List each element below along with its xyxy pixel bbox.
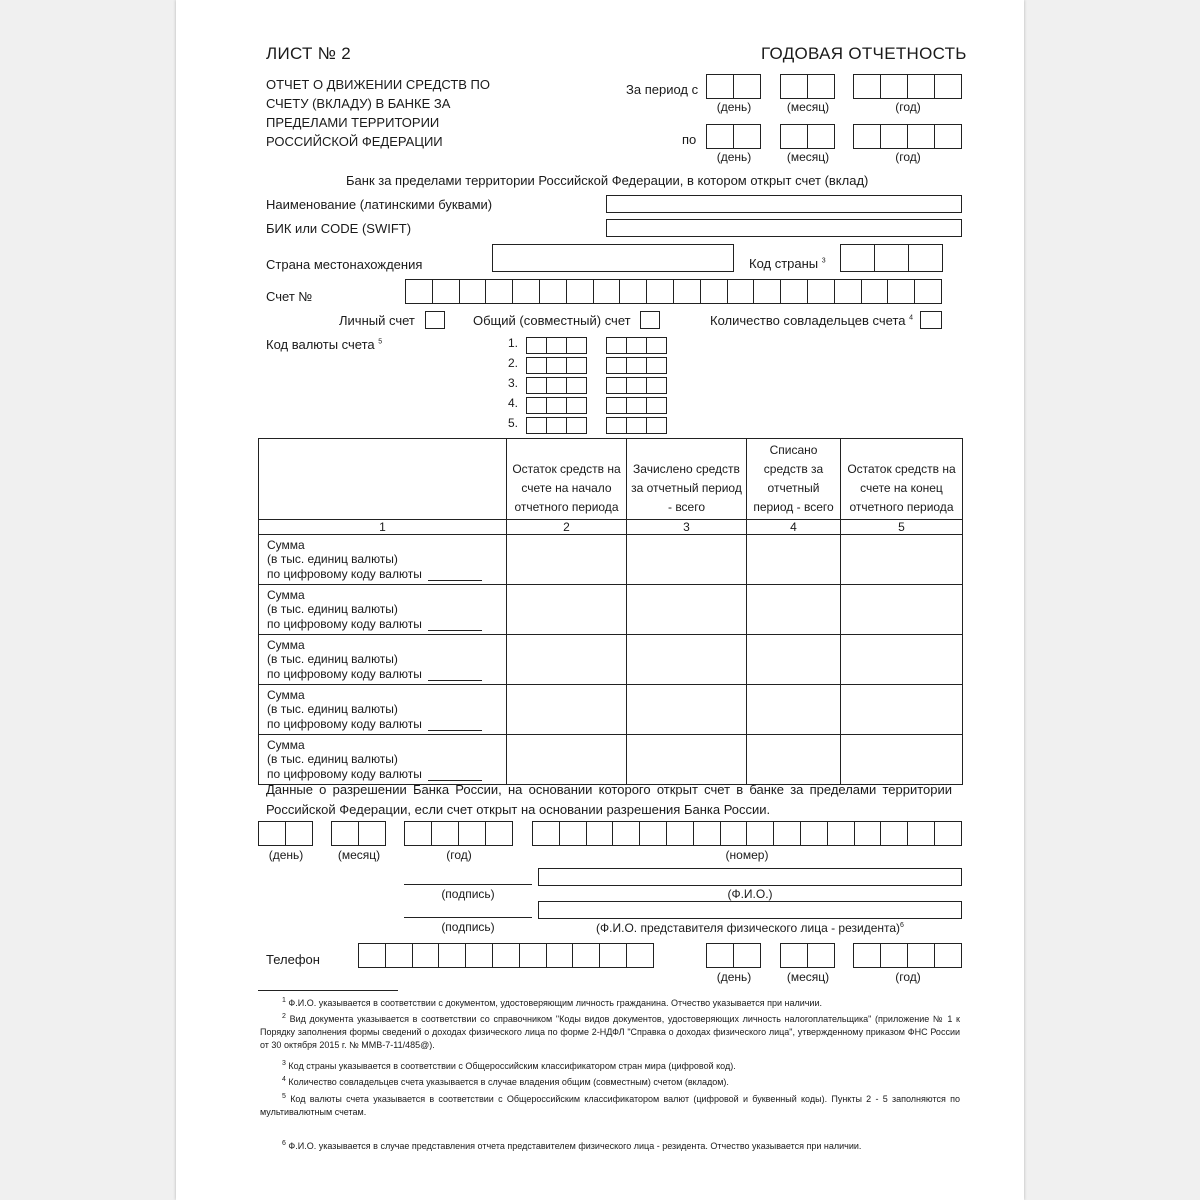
form-page [176,0,1024,1200]
digit-cell[interactable] [513,279,540,304]
amount-cell[interactable] [841,735,963,785]
digit-cell[interactable] [573,943,600,968]
digit-cell[interactable] [413,943,440,968]
digit-cell[interactable] [493,943,520,968]
row-label: Сумма (в тыс. единиц валюты) по цифровому коду валюты [259,685,507,735]
row-label: Сумма (в тыс. единиц валюты) по цифровому коду валюты [259,535,507,585]
account-number-boxes[interactable] [405,279,942,304]
digit-cell[interactable] [640,821,667,846]
amount-cell[interactable] [747,735,841,785]
personal-account-label: Личный счет [339,313,415,328]
bic-label: БИК или CODE (SWIFT) [266,221,412,236]
currency-code-blank[interactable] [428,570,482,581]
period-to-day[interactable] [706,124,761,149]
representative-signature-caption: (подпись) [441,920,495,934]
column-number: 5 [841,520,963,535]
annual-report-label: ГОДОВАЯ ОТЧЕТНОСТЬ [761,44,967,63]
digit-cell[interactable] [888,279,915,304]
sheet-number: ЛИСТ № 2 [266,44,352,63]
amount-cell[interactable] [507,535,627,585]
period-to-year-caption: (год) [895,150,921,164]
amount-cell[interactable] [507,735,627,785]
fio-caption: (Ф.И.О.) [727,887,773,901]
digit-cell[interactable] [613,821,640,846]
currency-letter-code[interactable] [606,397,667,414]
table-row [259,735,963,785]
table-row [259,585,963,635]
currency-digital-code[interactable] [526,417,587,434]
amount-cell[interactable] [627,685,747,735]
period-to-day-caption: (день) [716,150,752,164]
representative-fio-field[interactable] [538,901,962,919]
digit-cell[interactable] [701,279,728,304]
sign-date-month[interactable] [780,943,835,968]
phone-boxes[interactable] [358,943,654,968]
permission-day-caption: (день) [268,848,304,862]
period-from-day[interactable] [706,74,761,99]
permission-month-caption: (месяц) [337,848,381,862]
digit-cell[interactable] [547,943,574,968]
row-label: Сумма (в тыс. единиц валюты) по цифровому коду валюты [259,735,507,785]
period-from-year-caption: (год) [895,100,921,114]
representative-fio-caption: (Ф.И.О. представителя физического лица - резидента)$^6$ [596,921,904,935]
bank-name-label: Наименование (латинскими буквами) [266,197,493,212]
table-header-cell: Остаток средств на счете на начало отчетного периода [507,439,627,520]
period-from-year[interactable] [853,74,962,99]
digit-cell[interactable] [627,943,654,968]
amount-cell[interactable] [507,585,627,635]
digit-cell[interactable] [647,279,674,304]
amount-cell[interactable] [627,535,747,585]
sign-date-year-caption: (год) [895,970,921,984]
digit-cell[interactable] [560,821,587,846]
country-label: Страна местонахождения [266,257,423,272]
form-title: ОТЧЕТ О ДВИЖЕНИИ СРЕДСТВ ПО СЧЕТУ (ВКЛАДУ) В БАНКЕ ЗА ПРЕДЕЛАМИ ТЕРРИТОРИИ РОССИЙСКОЙ ФЕДЕРАЦИИ [266,77,491,149]
digit-cell[interactable] [433,279,460,304]
digit-cell[interactable] [439,943,466,968]
currency-letter-code[interactable] [606,337,667,354]
digit-cell[interactable] [520,943,547,968]
digit-cell[interactable] [862,279,889,304]
currency-row-number: 4. [508,396,519,410]
currency-letter-code[interactable] [606,377,667,394]
currency-row-number: 1. [508,336,519,350]
column-number: 3 [627,520,747,535]
currency-code-label: Код валюты счета $^5$ [266,337,383,352]
footnote: $^5$ Код валюты счета указывается в соответствии с Общероссийским классификатором валют (цифровой и буквенный коды). Пункты 2 - 5 заполняются по мультивалютным счетам. [260,1093,960,1117]
footnote: $^6$ Ф.И.О. указывается в случае представления отчета представителем физического лица - резидента. Отчество указывается при наличии. [282,1140,862,1151]
table-header-cell: Списано средств за отчетный период - всего [747,439,841,520]
period-to-month[interactable] [780,124,835,149]
currency-letter-code[interactable] [606,417,667,434]
bank-heading: Банк за пределами территории Российской Федерации, в котором открыт счет (вклад) [346,173,869,188]
signature-line[interactable] [404,884,532,885]
digit-cell[interactable] [835,279,862,304]
account-movement-table [258,438,963,785]
digit-cell[interactable] [721,821,748,846]
personal-account-checkbox[interactable] [425,311,445,329]
representative-signature-line[interactable] [404,917,532,918]
amount-cell[interactable] [747,685,841,735]
amount-cell[interactable] [841,685,963,735]
period-from-month-caption: (месяц) [786,100,830,114]
digit-cell[interactable] [594,279,621,304]
amount-cell[interactable] [747,535,841,585]
period-to-month-caption: (месяц) [786,150,830,164]
digit-cell[interactable] [600,943,627,968]
owners-count-field[interactable] [920,311,942,329]
table-row [259,685,963,735]
digit-cell[interactable] [406,279,433,304]
amount-cell[interactable] [627,585,747,635]
table-row [259,535,963,585]
currency-row-number: 3. [508,376,519,390]
permission-month[interactable] [331,821,386,846]
footnote: $^4$ Количество совладельцев счета указывается в случае владения общим (совместным) счетом (вкладом). [282,1076,729,1087]
digit-cell[interactable] [460,279,487,304]
currency-code-blank[interactable] [428,720,482,731]
footnote-separator [258,990,398,991]
digit-cell[interactable] [567,279,594,304]
account-number-label: Счет № [266,289,313,304]
digit-cell[interactable] [540,279,567,304]
bic-field[interactable] [606,219,962,237]
digit-cell[interactable] [386,943,413,968]
amount-cell[interactable] [841,585,963,635]
period-from-label: За период с [626,82,699,97]
table-row [259,635,963,685]
fio-field[interactable] [538,868,962,886]
currency-row-number: 2. [508,356,519,370]
country-code-boxes[interactable] [840,244,943,272]
digit-cell[interactable] [694,821,721,846]
sign-date-year[interactable] [853,943,962,968]
joint-account-label: Общий (совместный) счет [473,313,631,328]
column-number: 2 [507,520,627,535]
digit-cell[interactable] [801,821,828,846]
country-field[interactable] [492,244,734,272]
digit-cell[interactable] [466,943,493,968]
footnote: $^1$ Ф.И.О. указывается в соответствии с документом, удостоверяющим личность гражданина. Отчество указывается при наличии. [282,997,822,1008]
digit-cell[interactable] [908,821,935,846]
digit-cell[interactable] [774,821,801,846]
digit-cell[interactable] [754,279,781,304]
digit-cell[interactable] [359,943,386,968]
table-header-cell: Зачислено средств за отчетный период - всего [627,439,747,520]
digit-cell[interactable] [915,279,942,304]
digit-cell[interactable] [486,279,513,304]
footnote: $^2$ Вид документа указывается в соответствии со справочником "Коды видов документов, удостоверяющих личность налогоплательщика" (приложение № 1 к Порядку заполнения формы сведений о доходах физического лица по форме 2-НДФЛ "Справка о доходах физического лица", утвержденному приказом ФНС России от 30 октября 2015 г. № ММВ-7-11/485@). [260,1013,960,1050]
row-label: Сумма (в тыс. единиц валюты) по цифровому коду валюты [259,585,507,635]
digit-cell[interactable] [620,279,647,304]
amount-cell[interactable] [747,635,841,685]
amount-cell[interactable] [747,585,841,635]
permission-year-caption: (год) [446,848,472,862]
amount-cell[interactable] [841,635,963,685]
amount-cell[interactable] [507,685,627,735]
currency-code-blank[interactable] [428,670,482,681]
period-to-label: по [682,132,697,147]
permission-text: Данные о разрешении Банка России, на основании которого открыт счет в банке за пределами территории Российской Федерации, если счет открыт на основании разрешения Банка России. [266,782,952,817]
digit-cell[interactable] [781,279,808,304]
column-number: 4 [747,520,841,535]
sign-date-month-caption: (месяц) [786,970,830,984]
permission-number[interactable] [532,821,962,846]
period-to-year[interactable] [853,124,962,149]
row-label: Сумма (в тыс. единиц валюты) по цифровому коду валюты [259,635,507,685]
digit-cell[interactable] [667,821,694,846]
digit-cell[interactable] [881,821,908,846]
digit-cell[interactable] [855,821,882,846]
table-header-cell: Остаток средств на счете на конец отчетного периода [841,439,963,520]
permission-year[interactable] [404,821,513,846]
digit-cell[interactable] [587,821,614,846]
amount-cell[interactable] [627,735,747,785]
country-code-label: Код страны $^3$ [749,256,826,271]
currency-digital-code[interactable] [526,397,587,414]
bank-name-field[interactable] [606,195,962,213]
currency-letter-code[interactable] [606,357,667,374]
digit-cell[interactable] [808,279,835,304]
phone-label: Телефон [266,952,320,967]
owners-count-label: Количество совладельцев счета $^4$ [710,313,914,328]
footnote: $^3$ Код страны указывается в соответствии с Общероссийским классификатором стран мира (цифровой код). [282,1060,736,1071]
currency-digital-code[interactable] [526,337,587,354]
table-header-cell [259,439,507,520]
digit-cell[interactable] [828,821,855,846]
currency-row-number: 5. [508,416,519,430]
digit-cell[interactable] [533,821,560,846]
currency-code-blank[interactable] [428,620,482,631]
sign-date-day[interactable] [706,943,761,968]
amount-cell[interactable] [627,635,747,685]
period-from-month[interactable] [780,74,835,99]
joint-account-checkbox[interactable] [640,311,660,329]
permission-day[interactable] [258,821,313,846]
period-from-day-caption: (день) [716,100,752,114]
signature-caption: (подпись) [441,887,495,901]
digit-cell[interactable] [728,279,755,304]
currency-digital-code[interactable] [526,377,587,394]
permission-number-caption: (номер) [725,848,769,862]
digit-cell[interactable] [747,821,774,846]
currency-digital-code[interactable] [526,357,587,374]
amount-cell[interactable] [507,635,627,685]
digit-cell[interactable] [935,821,962,846]
digit-cell[interactable] [674,279,701,304]
amount-cell[interactable] [841,535,963,585]
column-number: 1 [259,520,507,535]
sign-date-day-caption: (день) [716,970,752,984]
